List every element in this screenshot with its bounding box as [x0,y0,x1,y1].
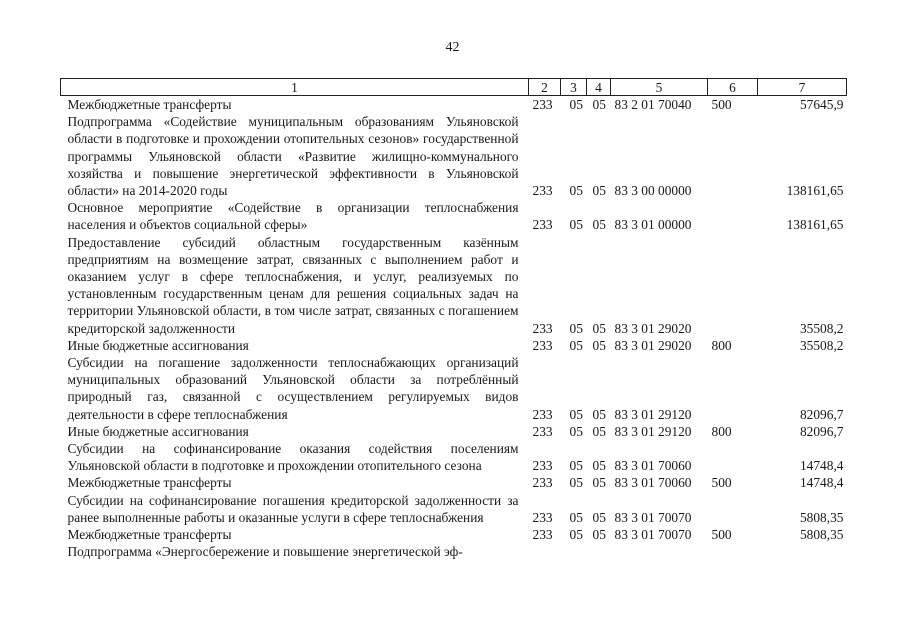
row-amount: 35508,2 [799,320,844,336]
row-target-article: 83 3 01 29120 [614,423,692,439]
row-expense-type [708,543,758,560]
column-header-7: 7 [758,79,847,96]
row-amount: 82096,7 [799,423,844,439]
page-number: 42 [445,40,460,55]
row-target-article: 83 3 01 70070 [614,527,692,543]
row-expense-type [708,354,758,423]
column-header-1: 1 [61,79,529,96]
row-section: 05 [569,97,583,112]
table-row [61,113,847,199]
row-ministry-code: 233 [532,406,553,422]
row-expense-type [708,113,758,199]
row-subsection: 05 [592,406,606,422]
row-name: Иные бюджетные ассигнования [67,423,249,439]
row-amount: 138161,65 [786,217,844,233]
table-row [61,199,847,233]
budget-table [60,78,847,560]
row-amount: 5808,35 [799,527,844,543]
row-expense-type: 500 [711,527,732,543]
row-expense-type: 800 [711,337,732,353]
table-row [61,337,847,354]
row-section: 05 [569,406,583,422]
row-ministry-code: 233 [532,527,553,543]
row-target-article: 83 3 01 70070 [614,509,692,525]
table-row [61,354,847,423]
row-name: Субсидии на софинансирование погашения кредиторской задолженности за ранее выполненные работы и оказанные услуги в сфере теплоснабжения [67,492,519,525]
row-ministry-code: 233 [532,475,553,491]
column-header-6: 6 [708,79,758,96]
table-row [61,474,847,491]
row-expense-type [708,234,758,337]
row-subsection: 05 [592,527,606,543]
row-amount [758,543,847,560]
row-section: 05 [569,509,583,525]
row-subsection: 05 [592,217,606,233]
row-name: Иные бюджетные ассигнования [67,337,249,353]
table-row [61,440,847,474]
row-amount: 14748,4 [799,475,844,491]
row-name: Основное мероприятие «Содействие в организации теплоснабжения населения и объектов социальной сферы» [67,200,519,233]
row-ministry-code: 233 [532,320,553,336]
row-target-article: 83 3 01 29120 [614,406,692,422]
column-header-2: 2 [529,79,561,96]
column-header-5: 5 [611,79,708,96]
row-subsection: 05 [592,458,606,474]
row-name: Подпрограмма «Энергосбережение и повышение энергетической эф- [67,544,463,560]
row-section: 05 [569,527,583,543]
row-target-article: 83 3 01 29020 [614,337,692,353]
row-name: Межбюджетные трансферты [67,97,232,112]
row-ministry-code: 233 [532,337,553,353]
row-target-article [611,543,708,560]
row-section [561,543,587,560]
row-target-article: 83 2 01 70040 [614,97,692,112]
row-name: Предоставление субсидий областным государственным казённым предприятиям на возмещение затрат, связанных с выполнением работ и оказанием услуг в сфере теплоснабжения, и услуг, реализуемых по установленным государственным ценам для решения социальных задач на территории Ульяновской области, в том числе затрат, связанных с погашением кредиторской задолженности [67,234,519,336]
row-section: 05 [569,217,583,233]
column-header-3: 3 [561,79,587,96]
row-ministry-code: 233 [532,509,553,525]
column-header-4: 4 [587,79,611,96]
row-ministry-code: 233 [532,217,553,233]
row-expense-type: 500 [711,475,732,491]
row-name: Подпрограмма «Содействие муниципальным образованиям Ульяновской области в подготовке и прохождении отопительных сезонов» государственной программы Ульяновской области «Развитие жилищно-коммунального хозяйства и повышение энергетической эффективности в Ульяновской области» на 2014-2020 годы [67,114,519,199]
row-amount: 35508,2 [799,337,844,353]
row-amount: 82096,7 [799,406,844,422]
row-section: 05 [569,320,583,336]
row-ministry-code [529,543,561,560]
row-subsection: 05 [592,320,606,336]
row-ministry-code: 233 [532,423,553,439]
row-amount: 138161,65 [786,183,844,199]
row-ministry-code: 233 [532,458,553,474]
row-target-article: 83 3 01 70060 [614,458,692,474]
row-expense-type [708,440,758,474]
table-row [61,526,847,543]
row-name: Межбюджетные трансферты [67,475,232,491]
row-ministry-code: 233 [532,97,553,112]
table-row [61,543,847,560]
row-section: 05 [569,423,583,439]
row-section: 05 [569,458,583,474]
row-section: 05 [569,475,583,491]
row-subsection: 05 [592,423,606,439]
table-row [61,492,847,526]
row-target-article: 83 3 01 00000 [614,217,692,233]
row-subsection: 05 [592,475,606,491]
row-subsection [587,543,611,560]
row-expense-type: 800 [711,423,732,439]
row-expense-type [708,492,758,526]
row-section: 05 [569,337,583,353]
table-row [61,234,847,337]
row-amount: 57645,9 [799,97,844,112]
table-row [61,96,847,114]
row-target-article: 83 3 01 70060 [614,475,692,491]
row-subsection: 05 [592,183,606,199]
row-name: Межбюджетные трансферты [67,527,232,543]
table-row [61,423,847,440]
row-expense-type [708,199,758,233]
row-ministry-code: 233 [532,183,553,199]
row-amount: 5808,35 [799,509,844,525]
row-subsection: 05 [592,337,606,353]
row-target-article: 83 3 01 29020 [614,320,692,336]
row-target-article: 83 3 00 00000 [614,183,692,199]
row-name: Субсидии на погашение задолженности теплоснабжающих организаций муниципальных образований Ульяновской области за потреблённый природный газ, связанной с осуществлением регулируемых видов деятельности в сфере теплоснабжения [67,355,519,422]
row-subsection: 05 [592,97,606,112]
row-amount: 14748,4 [799,458,844,474]
row-subsection: 05 [592,509,606,525]
row-name: Субсидии на софинансирование оказания содействия поселениям Ульяновской области в подготовке и прохождении отопительного сезона [67,441,519,474]
table-header-row [61,79,847,96]
row-section: 05 [569,183,583,199]
row-expense-type: 500 [711,97,732,112]
